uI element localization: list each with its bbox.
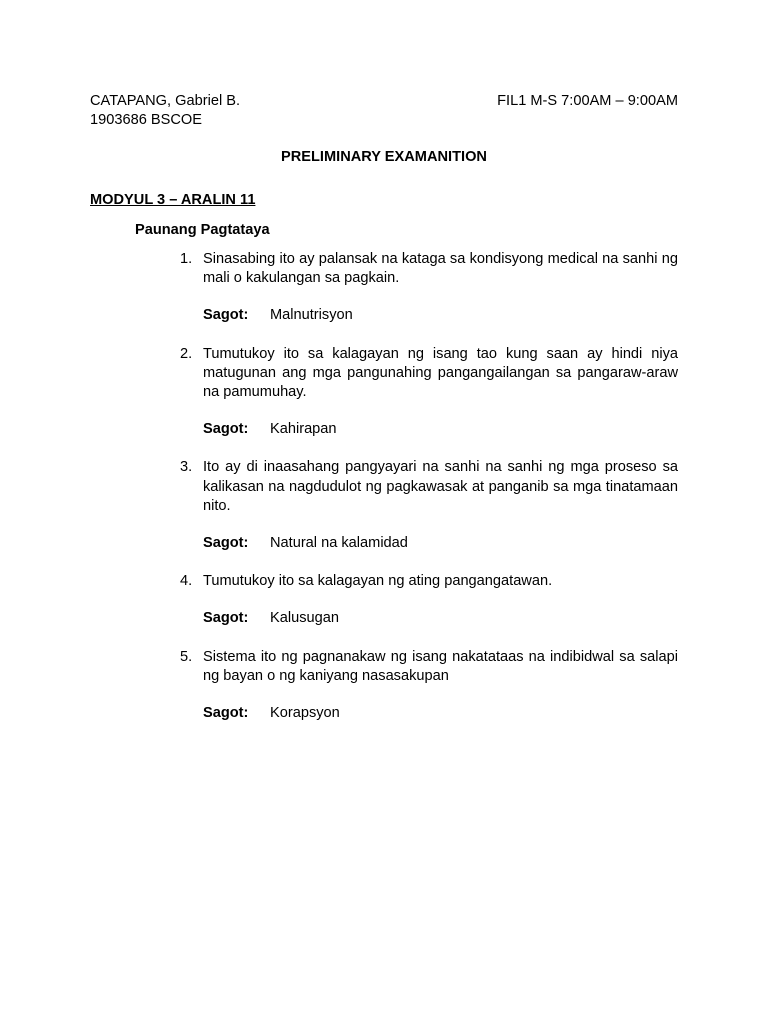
answer-label: Sagot: [203,307,249,324]
question-text: Tumutukoy ito sa kalagayan ng ating pangangatawan. [203,573,553,590]
answer-row [203,704,678,723]
course-schedule: FIL1 M-S 7:00AM – 9:00AM [497,93,678,109]
answer-text: Korapsyon [270,705,340,722]
question-text: Tumutukoy ito sa kalagayan ng isang tao kung saan ay hindi niya matugunan ang mga pangunahing pangangailangan sa pangaraw-araw na pamumuhay. [203,345,678,401]
exam-title: PRELIMINARY EXAMANITION [281,149,487,166]
question-number: 4. [180,573,193,590]
question-number: 1. [180,251,193,268]
answer-label: Sagot: [203,705,249,722]
question-item [180,345,678,403]
answer-label: Sagot: [203,421,249,438]
answer-label: Sagot: [203,535,249,552]
module-heading: MODYUL 3 – ARALIN 11 [90,191,256,208]
question-item [180,648,678,686]
question-number: 5. [180,648,193,665]
student-id: 1903686 BSCOE [90,112,202,129]
answer-label: Sagot: [203,610,249,627]
question-item [180,572,678,591]
answer-text: Natural na kalamidad [270,535,408,552]
question-number: 3. [180,459,193,476]
document-page [90,92,678,742]
answer-row [203,420,678,439]
section-heading: Paunang Pagtataya [135,221,270,238]
question-text: Ito ay di inaasahang pangyayari na sanhi na sanhi ng mga proseso sa kalikasan na nagdudulot ng pagkawasak at panganib sa mga tinatamaan nito. [203,459,678,514]
answer-row [203,306,678,325]
question-number: 2. [180,345,193,362]
answer-row [203,609,678,628]
question-text: Sistema ito ng pagnanakaw ng isang nakatataas na indibidwal sa salapi ng bayan o ng kaniyang nasasakupan [203,648,678,684]
answer-row [203,534,678,553]
answer-text: Kahirapan [270,421,337,438]
answer-text: Malnutrisyon [270,307,353,324]
student-name: CATAPANG, Gabriel B. [90,93,241,109]
question-list [180,250,678,723]
answer-text: Kalusugan [270,610,339,627]
question-item [180,250,678,288]
question-text: Sinasabing ito ay palansak na kataga sa kondisyong medical na sanhi ng mali o kakulangan sa pagkain. [203,251,678,287]
question-item [180,458,678,516]
header-row [90,92,678,111]
